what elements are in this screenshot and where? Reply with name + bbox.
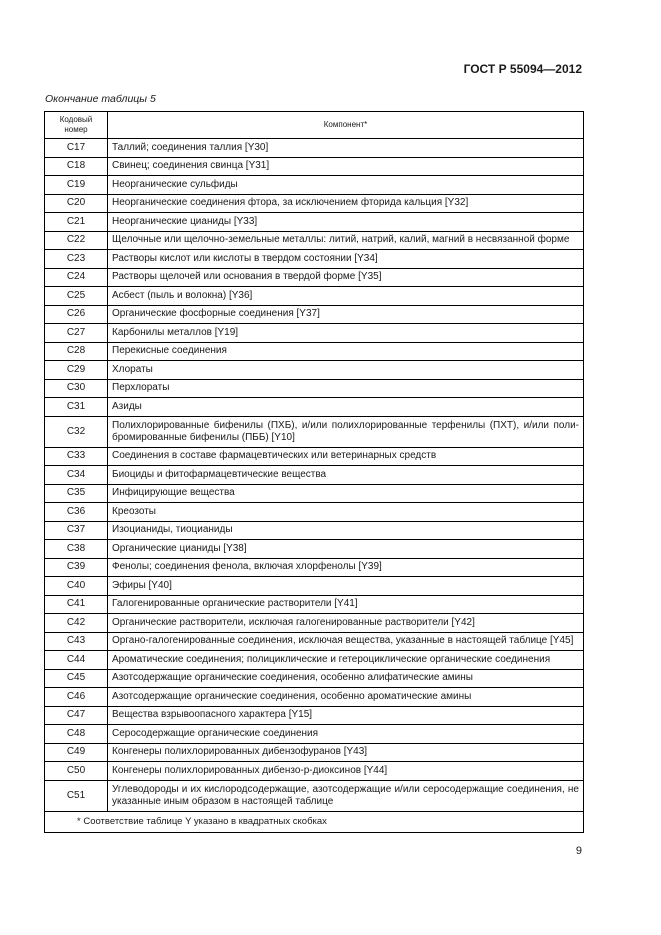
table-row: [45, 706, 584, 725]
row-code: C47: [45, 706, 108, 725]
row-code: C48: [45, 725, 108, 744]
row-code: C18: [45, 157, 108, 176]
row-code: C32: [45, 416, 108, 447]
row-component: Органические цианиды [Y38]: [108, 540, 584, 559]
table-row: [45, 484, 584, 503]
row-code: C43: [45, 632, 108, 651]
table-row: [45, 361, 584, 380]
row-component: Биоциды и фитофармацевтические вещества: [108, 466, 584, 485]
row-component: Перекисные соединения: [108, 342, 584, 361]
row-code: C25: [45, 287, 108, 306]
row-component: Таллий; соединения таллия [Y30]: [108, 139, 584, 158]
table-row: [45, 762, 584, 781]
row-code: C21: [45, 213, 108, 232]
table-row: [45, 780, 584, 811]
table-row: [45, 157, 584, 176]
table-footnote-row: [45, 811, 584, 832]
table-body: [45, 139, 584, 812]
row-component: Углеводороды и их кислородсодержащие, азотсодержащие и/или серосодержащие соединения, не указанные иным образом в настоящей таблице: [108, 780, 584, 811]
row-code: C24: [45, 268, 108, 287]
table-caption: Окончание таблицы 5: [45, 93, 156, 105]
row-code: C51: [45, 780, 108, 811]
row-code: C38: [45, 540, 108, 559]
row-component: Карбонилы металлов [Y19]: [108, 324, 584, 343]
row-component: Щелочные или щелочно-земельные металлы: литий, натрий, калий, магний в несвязанной форме: [108, 231, 584, 250]
row-component: Соединения в составе фармацевтических или ветеринарных средств: [108, 447, 584, 466]
row-component: Органические растворители, исключая галогенированные растворители [Y42]: [108, 614, 584, 633]
table-row: [45, 305, 584, 324]
row-component: Фенолы; соединения фенола, включая хлорфенолы [Y39]: [108, 558, 584, 577]
row-component: Органические фосфорные соединения [Y37]: [108, 305, 584, 324]
table-row: [45, 213, 584, 232]
row-code: C39: [45, 558, 108, 577]
row-code: C34: [45, 466, 108, 485]
components-table: [44, 111, 584, 833]
table-row: [45, 595, 584, 614]
row-code: C40: [45, 577, 108, 596]
row-code: C35: [45, 484, 108, 503]
row-component: Асбест (пыль и волокна) [Y36]: [108, 287, 584, 306]
table-row: [45, 324, 584, 343]
header-component: Компонент*: [108, 112, 584, 139]
row-code: C42: [45, 614, 108, 633]
row-component: Галогенированные органические растворители [Y41]: [108, 595, 584, 614]
table-row: [45, 521, 584, 540]
row-code: C17: [45, 139, 108, 158]
table-row: [45, 416, 584, 447]
table-row: [45, 250, 584, 269]
row-code: C29: [45, 361, 108, 380]
row-component: Органо-галогенированные соединения, исключая вещества, указанные в настоящей таблице [Y45]: [108, 632, 584, 651]
table-row: [45, 669, 584, 688]
row-code: C26: [45, 305, 108, 324]
row-component: Ароматические соединения; полициклические и гетероциклические органические соединения: [108, 651, 584, 670]
row-component: Конгенеры полихлорированных дибензофуранов [Y43]: [108, 743, 584, 762]
table-row: [45, 231, 584, 250]
row-component: Конгенеры полихлорированных дибензо-р-диоксинов [Y44]: [108, 762, 584, 781]
table-row: [45, 540, 584, 559]
table-row: [45, 466, 584, 485]
row-code: C31: [45, 398, 108, 417]
row-component: Неорганические цианиды [Y33]: [108, 213, 584, 232]
row-component: Растворы кислот или кислоты в твердом состоянии [Y34]: [108, 250, 584, 269]
table-row: [45, 577, 584, 596]
row-component: Хлораты: [108, 361, 584, 380]
row-code: C20: [45, 194, 108, 213]
row-component: Серосодержащие органические соединения: [108, 725, 584, 744]
row-component: Азотсодержащие органические соединения, особенно алифатические амины: [108, 669, 584, 688]
table-header-row: [45, 112, 584, 139]
row-code: C41: [45, 595, 108, 614]
row-component: Азиды: [108, 398, 584, 417]
row-code: C36: [45, 503, 108, 522]
page-number: 9: [575, 845, 582, 857]
row-component: Полихлорированные бифенилы (ПХБ), и/или полихлорированные терфенилы (ПХТ), и/или полибромированные бифенилы (ПББ) [Y10]: [108, 416, 584, 447]
row-component: Креозоты: [108, 503, 584, 522]
table-row: [45, 632, 584, 651]
row-component: Перхлораты: [108, 379, 584, 398]
table-row: [45, 558, 584, 577]
table-row: [45, 287, 584, 306]
row-component: Неорганические сульфиды: [108, 176, 584, 195]
row-component: Эфиры [Y40]: [108, 577, 584, 596]
row-code: C19: [45, 176, 108, 195]
table-row: [45, 194, 584, 213]
row-component: Вещества взрывоопасного характера [Y15]: [108, 706, 584, 725]
row-component: Неорганические соединения фтора, за исключением фторида кальция [Y32]: [108, 194, 584, 213]
table-row: [45, 725, 584, 744]
row-component: Свинец; соединения свинца [Y31]: [108, 157, 584, 176]
table-row: [45, 614, 584, 633]
row-code: C49: [45, 743, 108, 762]
row-component: Изоцианиды, тиоцианиды: [108, 521, 584, 540]
table-row: [45, 268, 584, 287]
row-component: Инфицирующие вещества: [108, 484, 584, 503]
row-code: C45: [45, 669, 108, 688]
row-code: C22: [45, 231, 108, 250]
row-code: C37: [45, 521, 108, 540]
table-row: [45, 651, 584, 670]
row-code: C28: [45, 342, 108, 361]
row-code: C30: [45, 379, 108, 398]
table-row: [45, 743, 584, 762]
table-row: [45, 379, 584, 398]
row-code: C46: [45, 688, 108, 707]
row-code: C44: [45, 651, 108, 670]
table-row: [45, 688, 584, 707]
table-footnote: * Соответствие таблице Y указано в квадратных скобках: [45, 811, 584, 832]
header-code: Кодовый номер: [45, 112, 108, 139]
row-component: Азотсодержащие органические соединения, особенно ароматические амины: [108, 688, 584, 707]
table-row: [45, 447, 584, 466]
table-row: [45, 139, 584, 158]
table-row: [45, 503, 584, 522]
row-code: C27: [45, 324, 108, 343]
document-standard-number: ГОСТ Р 55094—2012: [463, 62, 582, 76]
row-code: C33: [45, 447, 108, 466]
table-row: [45, 342, 584, 361]
table-row: [45, 398, 584, 417]
row-code: C23: [45, 250, 108, 269]
row-code: C50: [45, 762, 108, 781]
table-row: [45, 176, 584, 195]
row-component: Растворы щелочей или основания в твердой форме [Y35]: [108, 268, 584, 287]
